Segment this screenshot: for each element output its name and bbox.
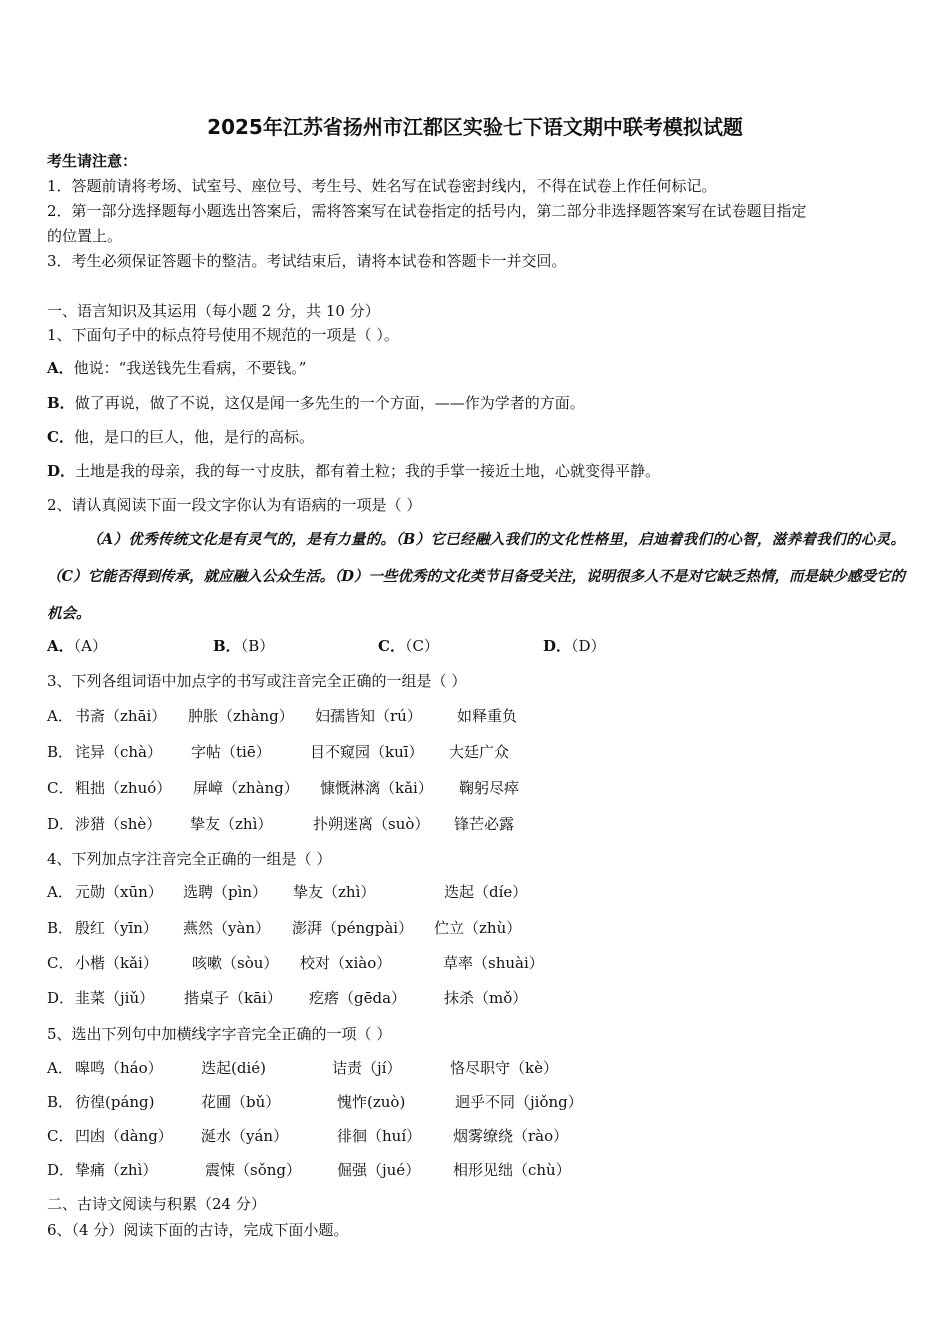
word-item: 如释重负 (457, 707, 518, 725)
word-item: 挚友（zhì） (293, 883, 376, 901)
word-item: 扑朔迷离（suò） (313, 815, 430, 833)
word-item: 疙瘩（gēda） (309, 989, 407, 1007)
word-item: 肿胀（zhàng） (188, 707, 294, 725)
word-item: 迭起(dié) (201, 1059, 266, 1077)
word-item: 鞠躬尽瘁 (459, 779, 520, 797)
question-stem: 1、下面句子中的标点符号使用不规范的一项是（ ）。 (47, 326, 399, 344)
word-item: 迭起（díe） (444, 883, 528, 901)
word-item: 挚友（zhì） (190, 815, 273, 833)
option-label: B． (213, 637, 241, 655)
word-item: 书斋（zhāi） (75, 707, 167, 725)
word-item: 澎湃（péngpài） (292, 919, 414, 937)
option-label: C． (47, 428, 74, 446)
option-label: D． (47, 989, 75, 1007)
word-item: 殷红（yīn） (75, 919, 158, 937)
word-item: 嗥鸣（háo） (75, 1059, 163, 1077)
word-item: 燕然（yàn） (183, 919, 271, 937)
word-item: 彷徨(páng) (75, 1093, 155, 1111)
option-label: A． (47, 707, 73, 725)
section-heading: 二、古诗文阅读与积累（24 分） (47, 1195, 266, 1213)
option-text: （C） (404, 637, 439, 655)
word-item: 小楷（kǎi） (75, 954, 158, 972)
question-stem: 3、下列各组词语中加点字的书写或注音完全正确的一组是（ ） (47, 672, 467, 690)
option-label: B． (47, 919, 74, 937)
option-label: C． (378, 637, 405, 655)
word-item: 抹杀（mǒ） (444, 989, 528, 1007)
notice-item: 1．答题前请将考场、试室号、座位号、考生号、姓名写在试卷密封线内，不得在试卷上作任何标记。 (47, 177, 717, 195)
word-item: 咳嗽（sòu） (192, 954, 279, 972)
option-row (47, 427, 314, 447)
option-text: （A） (73, 637, 107, 655)
word-item: 凹凼（dàng） (75, 1127, 173, 1145)
option-label: B． (47, 743, 74, 761)
notice-item: 3．考生必须保证答题卡的整洁。考试结束后，请将本试卷和答题卡一并交回。 (47, 252, 567, 270)
word-item: 揩桌子（kāi） (184, 989, 282, 1007)
word-item: 草率（shuài） (443, 954, 544, 972)
word-item: 字帖（tiē） (191, 743, 271, 761)
question-stem: 4、下列加点字注音完全正确的一组是（ ） (47, 850, 332, 868)
word-item: 妇孺皆知（rú） (315, 707, 422, 725)
option-label: D． (543, 637, 572, 655)
option-text: （B） (240, 637, 275, 655)
option-item (213, 636, 274, 656)
option-row (47, 393, 585, 413)
option-item (378, 636, 439, 656)
word-item: 愧怍(zuò) (337, 1093, 406, 1111)
word-item: 震悚（sǒng） (205, 1161, 301, 1179)
word-item: 诘责（jí） (332, 1059, 402, 1077)
option-label: C． (47, 1127, 74, 1145)
word-item: 涉猎（shè） (75, 815, 162, 833)
word-item: 徘徊（huí） (337, 1127, 422, 1145)
word-item: 花圃（bǔ） (201, 1093, 281, 1111)
word-item: 选聘（pìn） (183, 883, 268, 901)
option-text: （D） (571, 637, 606, 655)
question-stem: 6、（4 分）阅读下面的古诗，完成下面小题。 (47, 1221, 349, 1239)
option-text: 他，是口的巨人，他，是行的高标。 (73, 428, 314, 446)
word-item: 韭菜（jiǔ） (75, 989, 155, 1007)
question-stem: 2、请认真阅读下面一段文字你认为有语病的一项是（ ） (47, 496, 422, 514)
word-item: 元勋（xūn） (75, 883, 163, 901)
word-item: 大廷广众 (449, 743, 510, 761)
word-item: 慷慨淋漓（kǎi） (320, 779, 433, 797)
option-label: D． (47, 1161, 75, 1179)
word-item: 诧异（chà） (75, 743, 163, 761)
notice-heading: 考生请注意： (47, 152, 138, 170)
reading-passage: （A）优秀传统文化是有灵气的，是有力量的。（B）它已经融入我们的文化性格里，启迪着我们的心智，滋养着我们的心灵。（C）它能否得到传承，就应融入公众生活。（D）一些优秀的文化类节目备受关注，说明很多人不是对它缺乏热情，而是缺少感受它的机会。 (47, 531, 905, 622)
option-label: A． (47, 883, 73, 901)
word-item: 恪尽职守（kè） (450, 1059, 558, 1077)
option-label: B． (47, 394, 75, 412)
word-item: 相形见绌（chù） (453, 1161, 571, 1179)
option-label: A． (47, 359, 74, 377)
word-item: 倔强（jué） (337, 1161, 421, 1179)
word-item: 目不窥园（kuī） (310, 743, 424, 761)
option-label: C． (47, 954, 74, 972)
option-label: A． (47, 1059, 73, 1077)
notice-item: 的位置上。 (47, 227, 123, 245)
word-item: 粗拙（zhuó） (75, 779, 172, 797)
option-label: D． (47, 462, 76, 480)
word-item: 挚痛（zhì） (75, 1161, 158, 1179)
question-stem: 5、选出下列句中加横线字字音完全正确的一项（ ） (47, 1025, 392, 1043)
option-row (47, 358, 306, 378)
word-item: 锋芒必露 (454, 815, 515, 833)
word-item: 烟雾缭绕（rào） (453, 1127, 569, 1145)
option-item (543, 636, 606, 656)
option-text: 土地是我的母亲，我的每一寸皮肤，都有着土粒；我的手掌一接近土地，心就变得平静。 (75, 462, 661, 480)
option-label: A． (47, 637, 74, 655)
section-heading: 一、语言知识及其运用（每小题 2 分，共 10 分） (47, 302, 380, 320)
option-text: 做了再说，做了不说，这仅是闻一多先生的一个方面，——作为学者的方面。 (74, 394, 585, 412)
word-item: 涎水（yán） (201, 1127, 289, 1145)
notice-item: 2．第一部分选择题每小题选出答案后，需将答案写在试卷指定的括号内，第二部分非选择题答案写在试卷题目指定 (47, 202, 807, 220)
word-item: 伫立（zhù） (434, 919, 522, 937)
word-item: 迥乎不同（jiǒng） (455, 1093, 583, 1111)
option-label: D． (47, 815, 75, 833)
option-label: B． (47, 1093, 74, 1111)
option-item (47, 636, 107, 656)
word-item: 校对（xiào） (300, 954, 392, 972)
word-item: 屏嶂（zhàng） (193, 779, 299, 797)
option-row (47, 461, 660, 481)
option-label: C． (47, 779, 74, 797)
option-text: 他说：“我送钱先生看病，不要钱。” (73, 359, 307, 377)
page-title: 2025年江苏省扬州市江都区实验七下语文期中联考模拟试题 (207, 115, 743, 139)
